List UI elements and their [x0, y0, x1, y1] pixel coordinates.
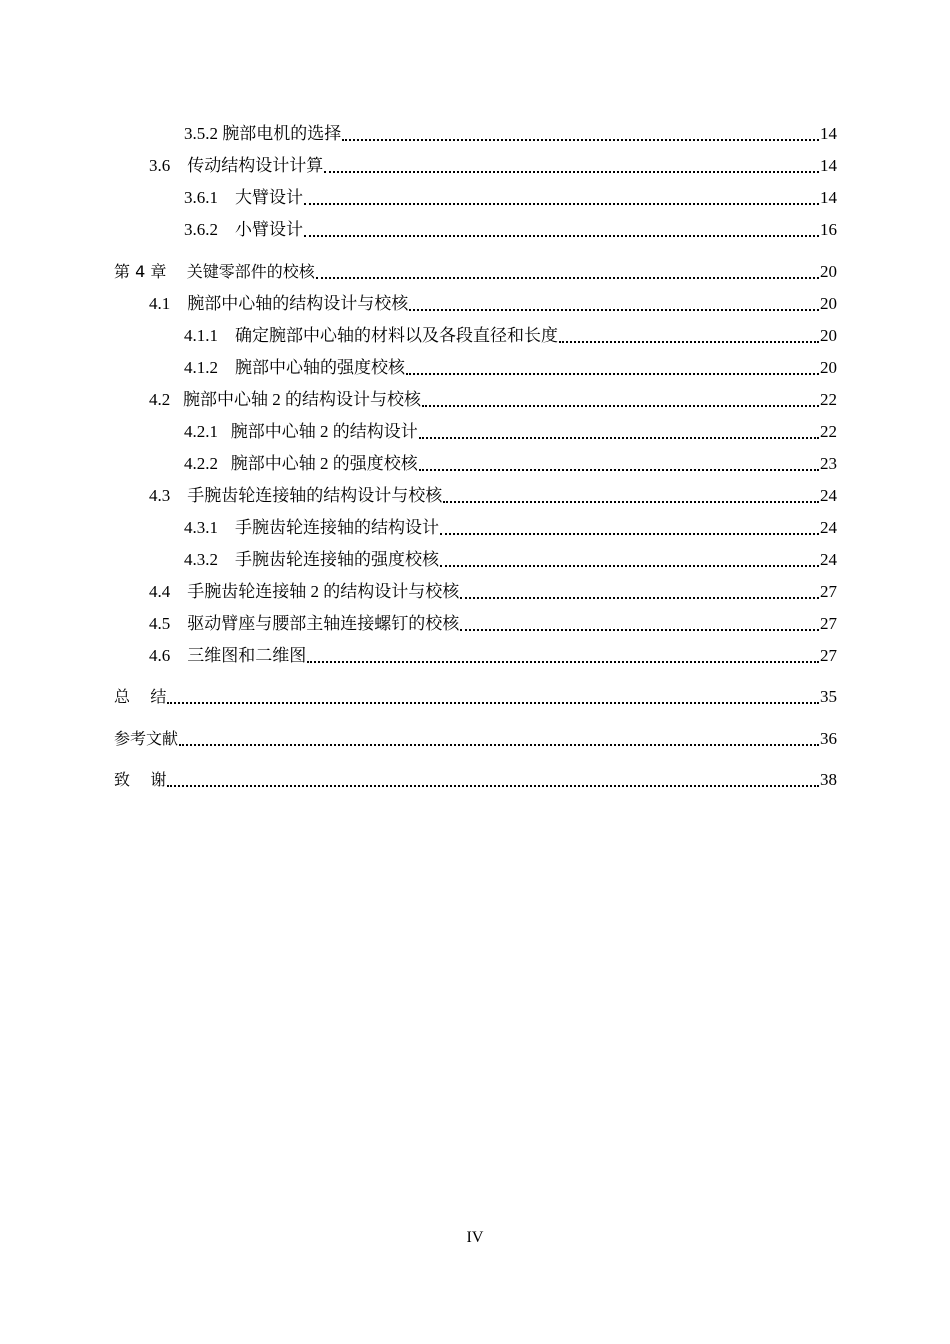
toc-entry-page: 24	[820, 549, 837, 569]
toc-entry-separator	[170, 582, 187, 602]
toc-entry-separator	[170, 156, 187, 176]
toc-entry[interactable]	[114, 639, 837, 671]
toc-entry-number: 致	[114, 770, 131, 789]
table-of-contents	[114, 117, 837, 795]
toc-entry-title: 确定腕部中心轴的材料以及各段直径和长度	[235, 325, 558, 345]
toc-entry-page: 14	[820, 124, 837, 143]
toc-entry-page: 20	[820, 357, 837, 377]
toc-entry-title: 驱动臂座与腰部主轴连接螺钉的校核	[187, 613, 460, 633]
toc-entry-number: 4.3.2	[184, 549, 218, 569]
toc-entry[interactable]	[114, 181, 837, 213]
toc-entry-separator	[218, 422, 231, 442]
toc-entry-title: 关键零部件的校核	[186, 261, 315, 281]
toc-entry-number: 3.6.2	[184, 220, 218, 239]
toc-entry-title: 腕部中心轴的结构设计与校核	[187, 293, 409, 313]
toc-entry[interactable]	[114, 754, 837, 796]
toc-entry[interactable]	[114, 671, 837, 713]
toc-dot-leader	[422, 404, 819, 407]
toc-entry-page: 20	[820, 293, 837, 313]
toc-entry-page: 20	[820, 261, 837, 281]
toc-dot-leader	[409, 308, 819, 311]
toc-entry-number: 4.3	[149, 485, 171, 505]
toc-entry-separator	[130, 687, 150, 707]
toc-entry-number: 4.6	[149, 645, 171, 665]
toc-entry[interactable]	[114, 511, 837, 543]
toc-entry-number: 3.6.1	[184, 188, 218, 207]
toc-entry-page: 22	[820, 421, 837, 441]
toc-dot-leader	[316, 276, 819, 279]
toc-entry[interactable]	[114, 383, 837, 415]
toc-entry-page: 14	[820, 188, 837, 207]
toc-entry[interactable]	[114, 351, 837, 383]
toc-entry[interactable]	[114, 607, 837, 639]
toc-entry-page: 24	[820, 485, 837, 505]
toc-dot-leader	[419, 436, 819, 439]
toc-dot-leader	[460, 628, 819, 631]
toc-dot-leader	[440, 532, 819, 535]
toc-entry-separator	[218, 220, 235, 240]
toc-entry-title: 大臂设计	[235, 188, 303, 207]
toc-dot-leader	[307, 660, 819, 663]
toc-entry-page: 27	[820, 581, 837, 601]
toc-entry-number: 4.2	[149, 389, 171, 409]
toc-entry-page: 24	[820, 517, 837, 537]
toc-entry-title: 传动结构设计计算	[187, 156, 324, 175]
toc-entry[interactable]	[114, 117, 837, 149]
toc-entry-number: 4.1.2	[184, 357, 218, 377]
page-number: IV	[466, 1229, 484, 1246]
toc-entry-title: 手腕齿轮连接轴的结构设计与校核	[187, 485, 443, 505]
toc-entry-number: 第 4 章	[114, 261, 167, 281]
toc-entry-separator	[218, 550, 235, 570]
toc-entry-separator	[170, 646, 187, 666]
toc-entry-number: 3.6	[149, 156, 171, 175]
toc-entry[interactable]	[114, 245, 837, 287]
toc-entry-title: 三维图和二维图	[187, 645, 307, 665]
toc-entry-title: 手腕齿轮连接轴的结构设计	[235, 517, 439, 537]
toc-entry-title: 手腕齿轮连接轴的强度校核	[235, 549, 439, 569]
toc-dot-leader	[342, 138, 819, 141]
toc-dot-leader	[559, 340, 819, 343]
toc-entry-page: 38	[820, 770, 837, 789]
toc-entry-title: 腕部中心轴 2 的结构设计	[230, 421, 418, 441]
toc-dot-leader	[304, 202, 819, 205]
toc-entry-title: 腕部中心轴 2 的强度校核	[230, 453, 418, 473]
toc-entry[interactable]	[114, 543, 837, 575]
toc-entry-number: 4.2.1	[184, 421, 218, 441]
toc-entry-title: 谢	[150, 770, 167, 789]
toc-entry-separator	[166, 262, 186, 282]
toc-entry-page: 22	[820, 389, 837, 409]
toc-entry-number: 4.4	[149, 581, 171, 601]
toc-entry-separator	[218, 358, 235, 378]
toc-entry[interactable]	[114, 479, 837, 511]
toc-entry-title: 参考文献	[114, 728, 179, 748]
toc-entry-title: 小臂设计	[235, 220, 303, 239]
toc-entry-number: 4.5	[149, 613, 171, 633]
toc-entry[interactable]	[114, 149, 837, 181]
toc-entry-page: 20	[820, 325, 837, 345]
toc-entry-title: 腕部中心轴的强度校核	[235, 357, 405, 377]
toc-entry-number: 4.3.1	[184, 517, 218, 537]
toc-entry-page: 16	[820, 220, 837, 239]
toc-entry-separator	[170, 294, 187, 314]
toc-entry-number: 4.1	[149, 293, 171, 313]
toc-entry-page: 27	[820, 613, 837, 633]
toc-dot-leader	[419, 468, 819, 471]
toc-entry-page: 23	[820, 453, 837, 473]
toc-entry-separator	[218, 326, 235, 346]
toc-entry-number: 3.5.2	[184, 124, 218, 143]
toc-dot-leader	[304, 234, 819, 237]
toc-entry-number: 4.2.2	[184, 453, 218, 473]
toc-entry[interactable]	[114, 447, 837, 479]
toc-entry-page: 27	[820, 645, 837, 665]
toc-entry-separator	[170, 486, 187, 506]
toc-entry[interactable]	[114, 415, 837, 447]
toc-entry[interactable]	[114, 319, 837, 351]
toc-entry-separator	[170, 614, 187, 634]
toc-entry-page: 35	[820, 687, 837, 706]
toc-entry-title: 腕部中心轴 2 的结构设计与校核	[183, 389, 421, 409]
toc-entry-title: 结	[150, 687, 167, 706]
toc-entry-separator	[218, 454, 231, 474]
toc-entry-separator	[130, 770, 150, 790]
toc-entry-page: 36	[820, 728, 837, 748]
toc-dot-leader	[167, 784, 819, 787]
toc-dot-leader	[460, 596, 819, 599]
toc-entry-number: 总	[114, 687, 131, 706]
toc-dot-leader	[440, 564, 819, 567]
toc-dot-leader	[167, 701, 819, 704]
toc-entry-separator	[218, 188, 235, 208]
toc-dot-leader	[443, 500, 819, 503]
toc-entry[interactable]	[114, 287, 837, 319]
toc-entry-separator	[170, 390, 183, 410]
toc-entry-page: 14	[820, 156, 837, 175]
toc-dot-leader	[406, 372, 819, 375]
toc-entry[interactable]	[114, 712, 837, 754]
toc-entry-number: 4.1.1	[184, 325, 218, 345]
toc-entry-title: 手腕齿轮连接轴 2 的结构设计与校核	[187, 581, 460, 601]
toc-entry-title: 腕部电机的选择	[222, 124, 342, 143]
toc-entry[interactable]	[114, 213, 837, 245]
toc-dot-leader	[324, 170, 819, 173]
toc-dot-leader	[179, 743, 819, 746]
toc-entry-separator	[218, 518, 235, 538]
toc-entry[interactable]	[114, 575, 837, 607]
